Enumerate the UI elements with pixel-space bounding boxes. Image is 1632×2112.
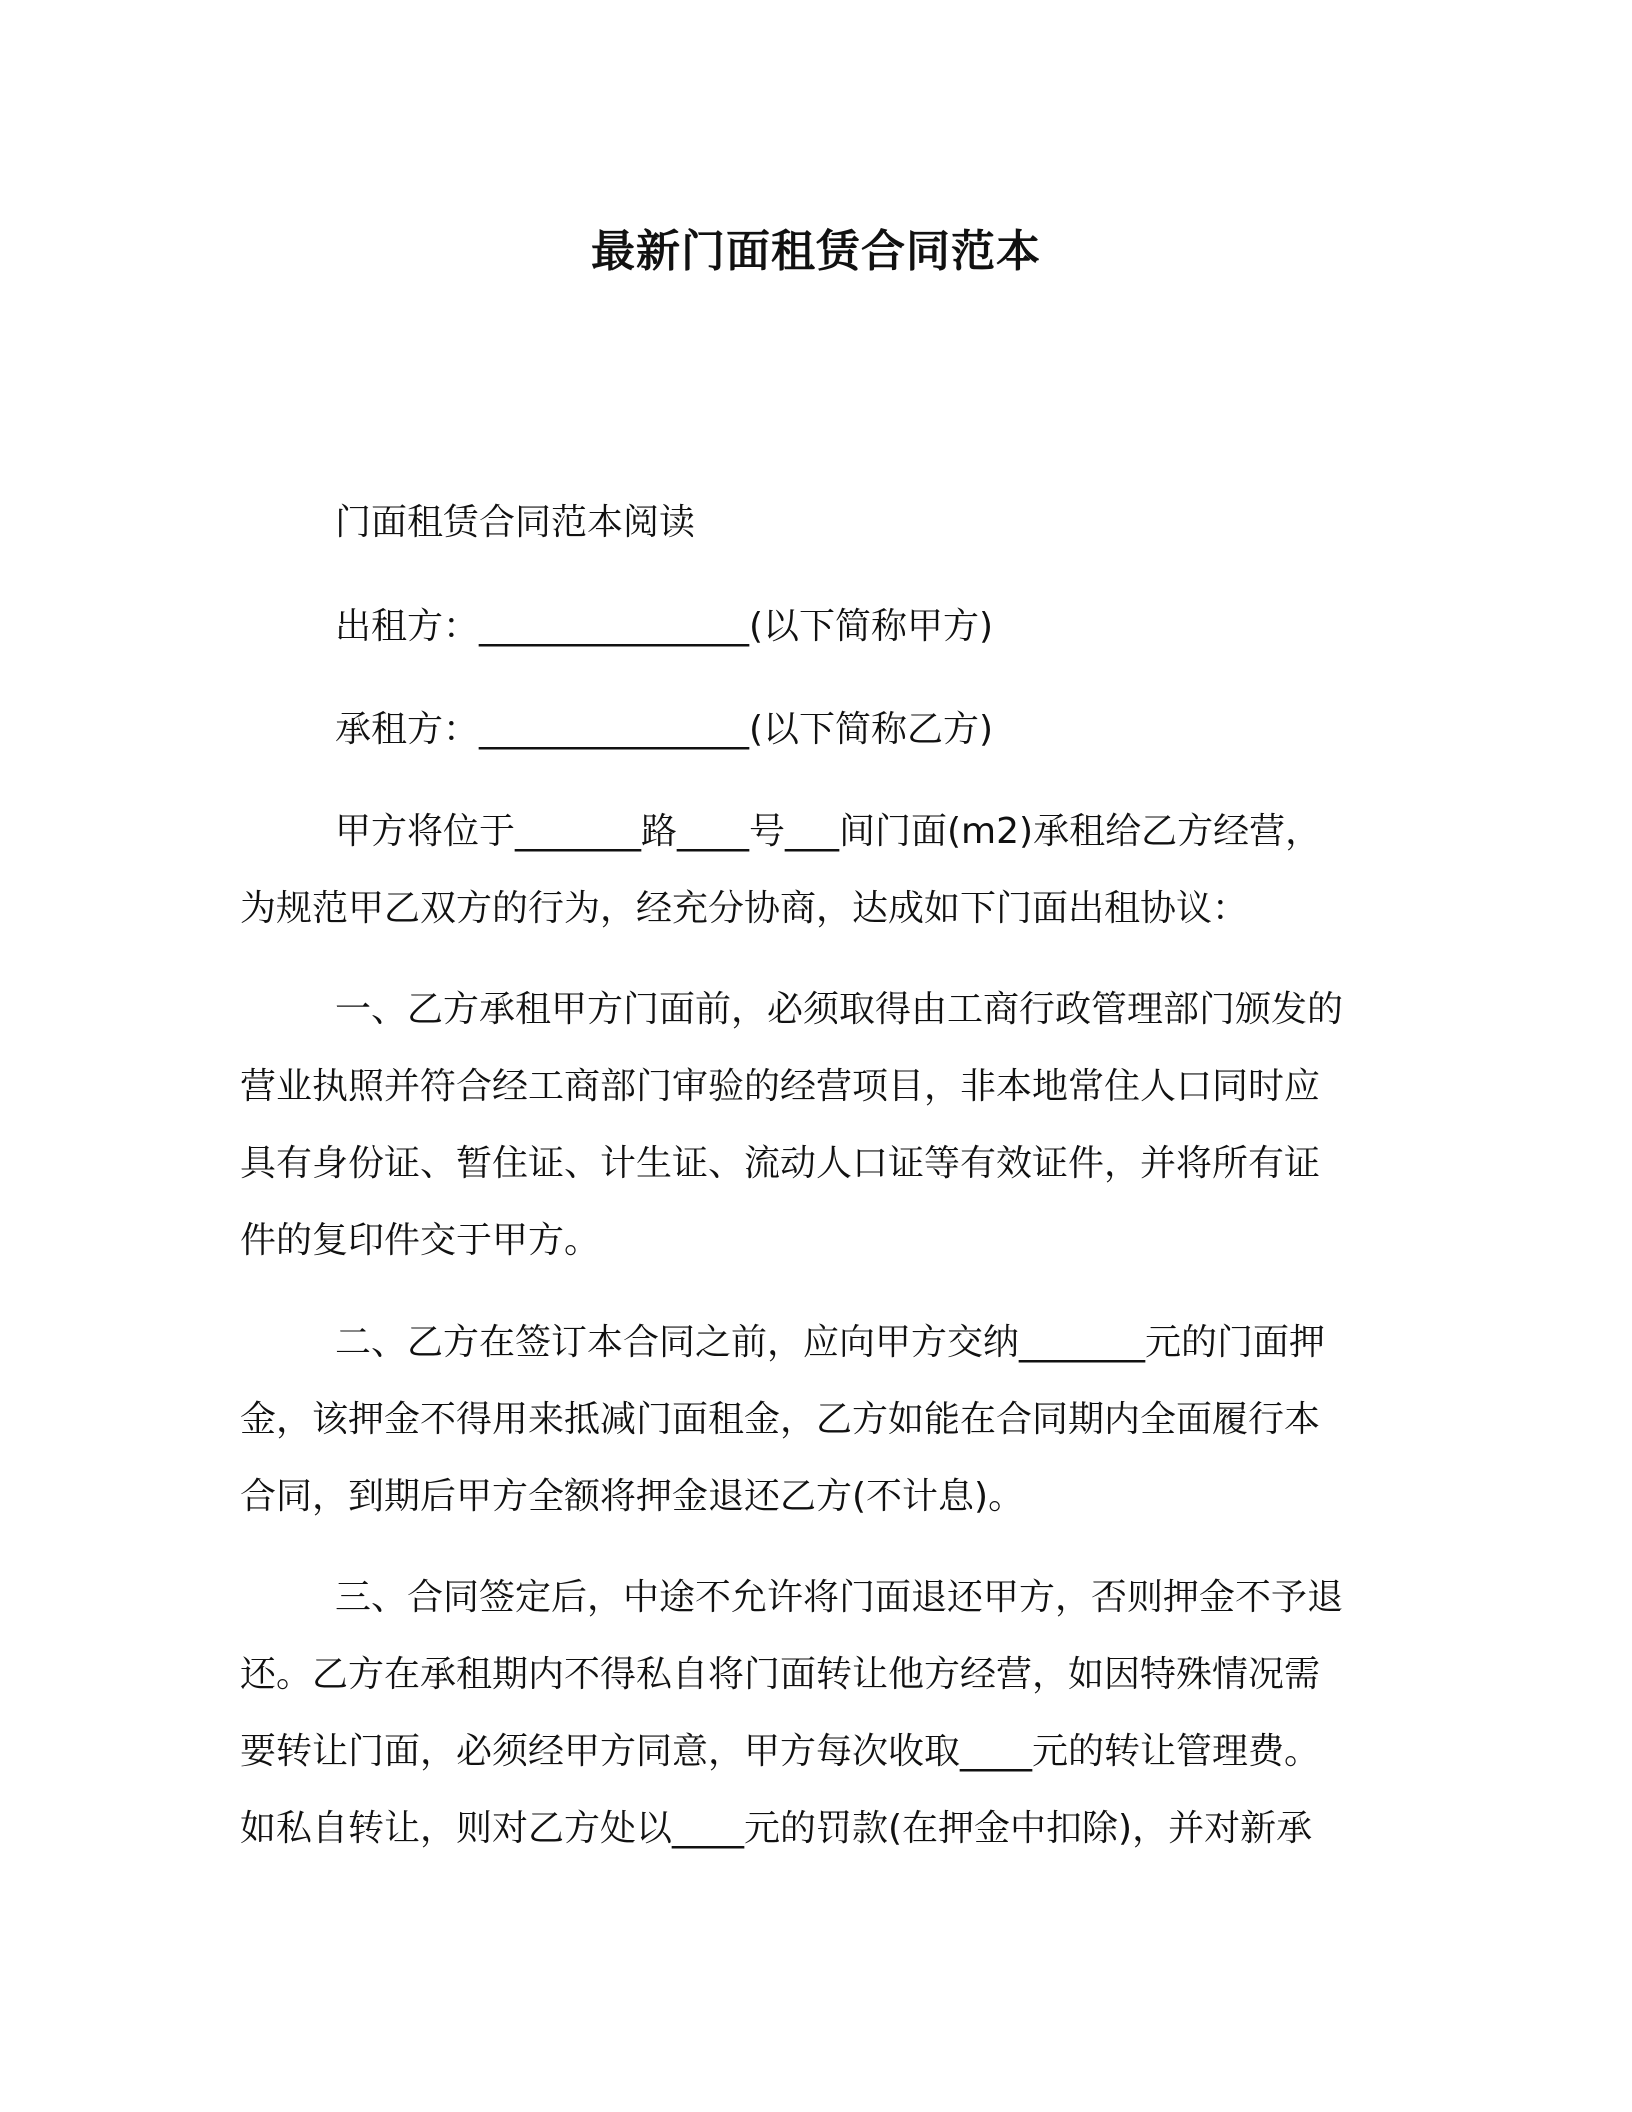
clause-2-paragraph [240, 1304, 1380, 1535]
document-title: 最新门面租赁合同范本 [591, 226, 1041, 277]
clause-3-line: 如私自转让，则对乙方处以____元的罚款(在押金中扣除)，并对新承 [240, 1808, 1313, 1849]
lessor-line: 出租方：_______________(以下简称甲方) [335, 606, 994, 647]
clause-1-paragraph [240, 971, 1380, 1279]
intro-line: 甲方将位于_______路____号___间门面(m2)承租给乙方经营， [335, 811, 1322, 852]
clause-2-line: 二、乙方在签订本合同之前，应向甲方交纳_______元的门面押 [335, 1322, 1326, 1363]
clause-3-line: 还。乙方在承租期内不得私自将门面转让他方经营，如因特殊情况需 [240, 1654, 1321, 1695]
document-subtitle: 门面租赁合同范本阅读 [335, 502, 696, 543]
lessor-block [240, 588, 1380, 665]
clause-3-line: 三、合同签定后，中途不允许将门面退还甲方，否则押金不予退 [335, 1577, 1344, 1618]
intro-paragraph [240, 793, 1380, 947]
intro-line: 为规范甲乙双方的行为，经充分协商，达成如下门面出租协议： [240, 888, 1249, 929]
clause-3-paragraph [240, 1559, 1380, 1867]
document-subtitle-block [240, 484, 1380, 561]
lessee-block [240, 691, 1380, 768]
clause-3-line: 要转让门面，必须经甲方同意，甲方每次收取____元的转让管理费。 [240, 1731, 1321, 1772]
clause-1-line: 件的复印件交于甲方。 [240, 1220, 601, 1261]
clause-1-line: 营业执照并符合经工商部门审验的经营项目，非本地常住人口同时应 [240, 1066, 1321, 1107]
clause-2-line: 合同，到期后甲方全额将押金退还乙方(不计息)。 [240, 1476, 1025, 1517]
clause-1-line: 具有身份证、暂住证、计生证、流动人口证等有效证件，并将所有证 [240, 1143, 1321, 1184]
lessee-line: 承租方：_______________(以下简称乙方) [335, 709, 994, 750]
clause-1-line: 一、乙方承租甲方门面前，必须取得由工商行政管理部门颁发的 [335, 989, 1344, 1030]
clause-2-line: 金，该押金不得用来抵减门面租金，乙方如能在合同期内全面履行本 [240, 1399, 1321, 1440]
